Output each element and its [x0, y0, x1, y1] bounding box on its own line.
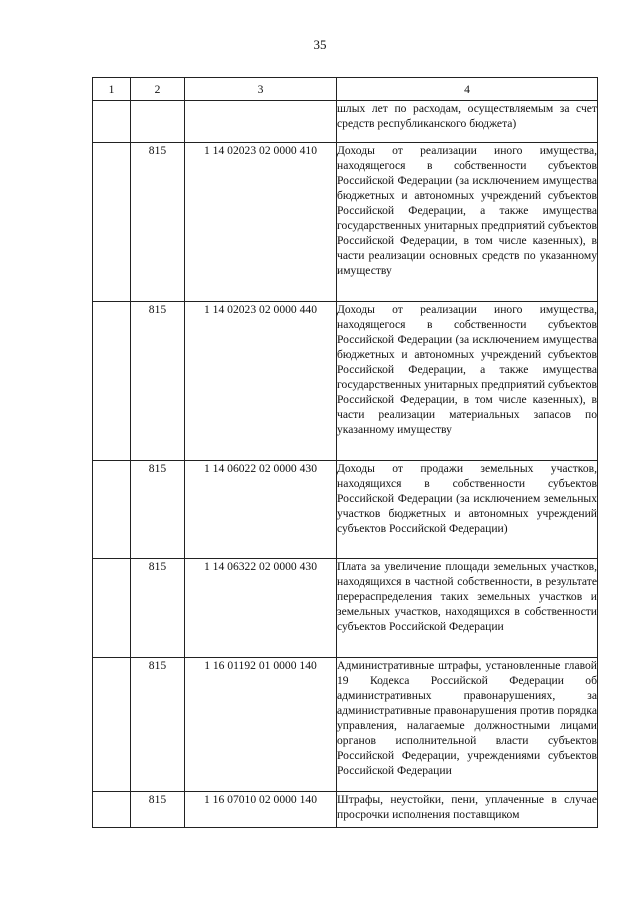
admin-code-cell: 815	[131, 658, 185, 792]
row-number-cell	[93, 792, 131, 828]
budget-classification-code-cell	[185, 101, 337, 143]
income-description-cell: Доходы от реализации иного имущества, находящегося в собственности субъектов Российской Федерации (за исключением имущества бюджетных и автономных учреждений субъектов Российской Федерации, а также имущества государственных унитарных предприятий субъектов Российской Федерации, в том числе казенных), в части реализации материальных запасов по указанному имуществу	[337, 302, 598, 461]
income-description-cell: Административные штрафы, установленные главой 19 Кодекса Российской Федерации об административных правонарушениях, за административные правонарушения против порядка управления, налагаемые должностными лицами органов исполнительной власти субъектов Российской Федерации, учреждениями субъектов Российской Федерации	[337, 658, 598, 792]
header-col-2: 2	[131, 78, 185, 101]
table-header-row	[93, 78, 598, 101]
budget-classification-code-cell: 1 14 06322 02 0000 430	[185, 559, 337, 658]
admin-code-cell: 815	[131, 143, 185, 302]
admin-code-cell	[131, 101, 185, 143]
table-row	[93, 559, 598, 658]
table-row	[93, 792, 598, 828]
row-number-cell	[93, 143, 131, 302]
admin-code-cell: 815	[131, 792, 185, 828]
table-row	[93, 101, 598, 143]
row-number-cell	[93, 461, 131, 559]
income-description-cell: Плата за увеличение площади земельных участков, находящихся в частной собственности, в результате перераспределения таких земельных участков и земельных участков, находящихся в собственности субъектов Российской Федерации	[337, 559, 598, 658]
table-row	[93, 143, 598, 302]
row-number-cell	[93, 101, 131, 143]
admin-code-cell: 815	[131, 461, 185, 559]
budget-classification-code-cell: 1 14 06022 02 0000 430	[185, 461, 337, 559]
header-col-3: 3	[185, 78, 337, 101]
budget-classification-code-cell: 1 16 01192 01 0000 140	[185, 658, 337, 792]
income-description-cell: Доходы от продажи земельных участков, находящихся в собственности субъектов Российской Федерации (за исключением земельных участков бюджетных и автономных учреждений субъектов Российской Федерации)	[337, 461, 598, 559]
budget-classification-code-cell: 1 16 07010 02 0000 140	[185, 792, 337, 828]
admin-code-cell: 815	[131, 302, 185, 461]
income-description-cell: шлых лет по расходам, осуществляемым за счет средств республиканского бюджета)	[337, 101, 598, 143]
header-col-4: 4	[337, 78, 598, 101]
income-description-cell: Штрафы, неустойки, пени, уплаченные в случае просрочки исполнения поставщиком	[337, 792, 598, 828]
budget-classification-code-cell: 1 14 02023 02 0000 410	[185, 143, 337, 302]
row-number-cell	[93, 559, 131, 658]
table-row	[93, 302, 598, 461]
budget-code-table	[92, 77, 598, 828]
row-number-cell	[93, 658, 131, 792]
admin-code-cell: 815	[131, 559, 185, 658]
row-number-cell	[93, 302, 131, 461]
page-number: 35	[313, 37, 327, 52]
table-row	[93, 658, 598, 792]
income-description-cell: Доходы от реализации иного имущества, находящегося в собственности субъектов Российской Федерации (за исключением имущества бюджетных и автономных учреждений субъектов Российской Федерации, а также имущества государственных унитарных предприятий субъектов Российской Федерации, в том числе казенных), в части реализации основных средств по указанному имуществу	[337, 143, 598, 302]
budget-classification-code-cell: 1 14 02023 02 0000 440	[185, 302, 337, 461]
header-col-1: 1	[93, 78, 131, 101]
table-row	[93, 461, 598, 559]
